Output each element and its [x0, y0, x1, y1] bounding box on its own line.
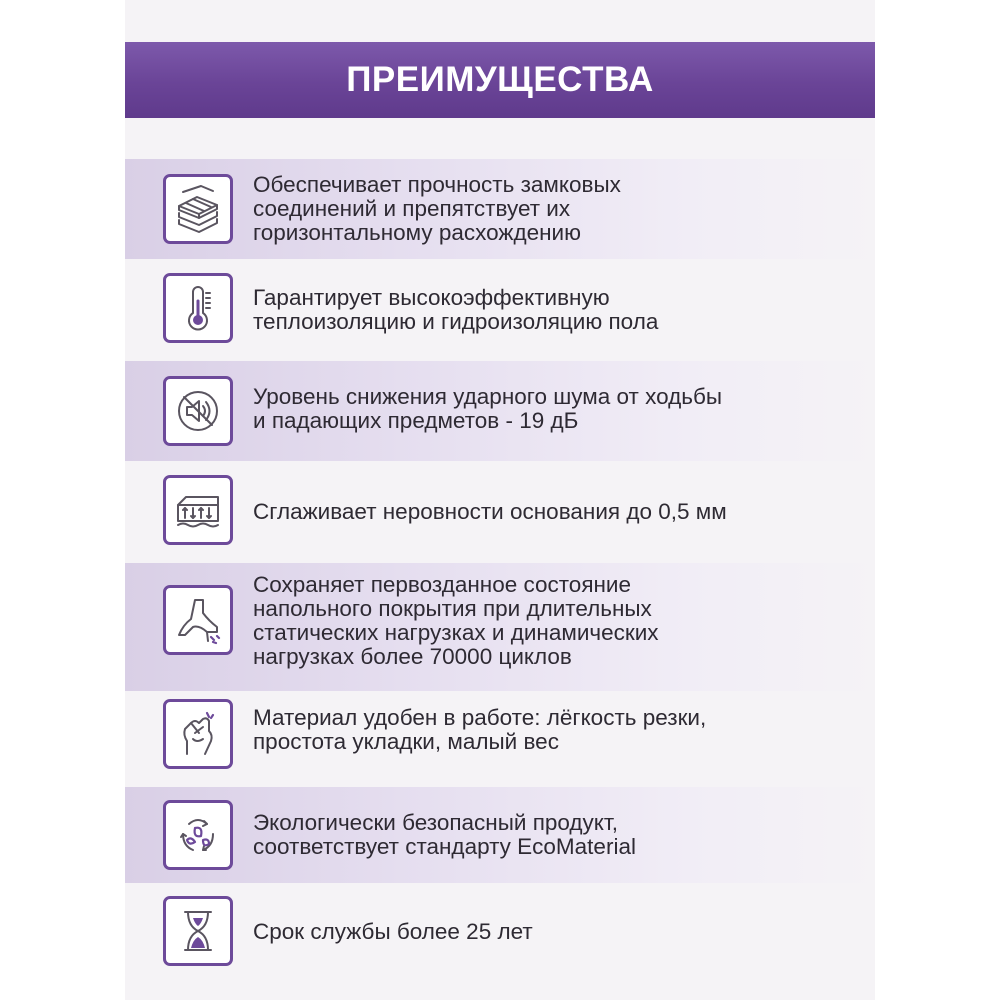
feature-text: Экологически безопасный продукт, соответствует стандарту EcoMaterial — [253, 810, 636, 859]
feature-text: Гарантирует высокоэффективную теплоизоляцию и гидроизоляцию пола — [253, 285, 659, 334]
feature-row-leveling — [125, 464, 875, 560]
feature-row-eco — [125, 787, 875, 883]
laminate-boards-icon — [163, 174, 233, 244]
eco-recycle-icon-graphic — [173, 810, 223, 860]
eco-recycle-icon — [163, 800, 233, 870]
feature-text: Обеспечивает прочность замковых соединений и препятствует их горизонтальному расхождению — [253, 172, 621, 245]
leveling-layer-icon-graphic — [173, 485, 223, 535]
leveling-layer-icon — [163, 475, 233, 545]
feature-row-lock-strength — [125, 159, 875, 259]
high-heel-icon — [163, 585, 233, 655]
feature-row-usability — [125, 694, 875, 784]
hand-gesture-icon — [163, 699, 233, 769]
feature-text: Уровень снижения ударного шума от ходьбы и падающих предметов - 19 дБ — [253, 384, 723, 433]
laminate-boards-icon-graphic — [173, 184, 223, 234]
hourglass-icon — [163, 896, 233, 966]
no-sound-icon — [163, 376, 233, 446]
high-heel-icon-graphic — [173, 595, 223, 645]
hourglass-icon-graphic — [173, 906, 223, 956]
thermometer-icon-graphic — [173, 283, 223, 333]
header-banner — [125, 42, 875, 118]
page-title: ПРЕИМУЩЕСТВА — [346, 60, 654, 99]
feature-row-lifetime — [125, 886, 875, 982]
feature-text: Срок службы более 25 лет — [253, 919, 533, 944]
thermometer-icon — [163, 273, 233, 343]
no-sound-icon-graphic — [173, 386, 223, 436]
feature-text: Сглаживает неровности основания до 0,5 мм — [253, 499, 727, 524]
feature-text: Материал удобен в работе: лёгкость резки, простота укладки, малый вес — [253, 705, 707, 754]
feature-row-load — [125, 563, 875, 691]
feature-row-insulation — [125, 262, 875, 358]
feature-text: Сохраняет первозданное состояние напольного покрытия при длительных статических нагрузках и динамических нагрузках более 70000 циклов — [253, 572, 659, 669]
feature-row-noise — [125, 361, 875, 461]
hand-gesture-icon-graphic — [173, 709, 223, 759]
